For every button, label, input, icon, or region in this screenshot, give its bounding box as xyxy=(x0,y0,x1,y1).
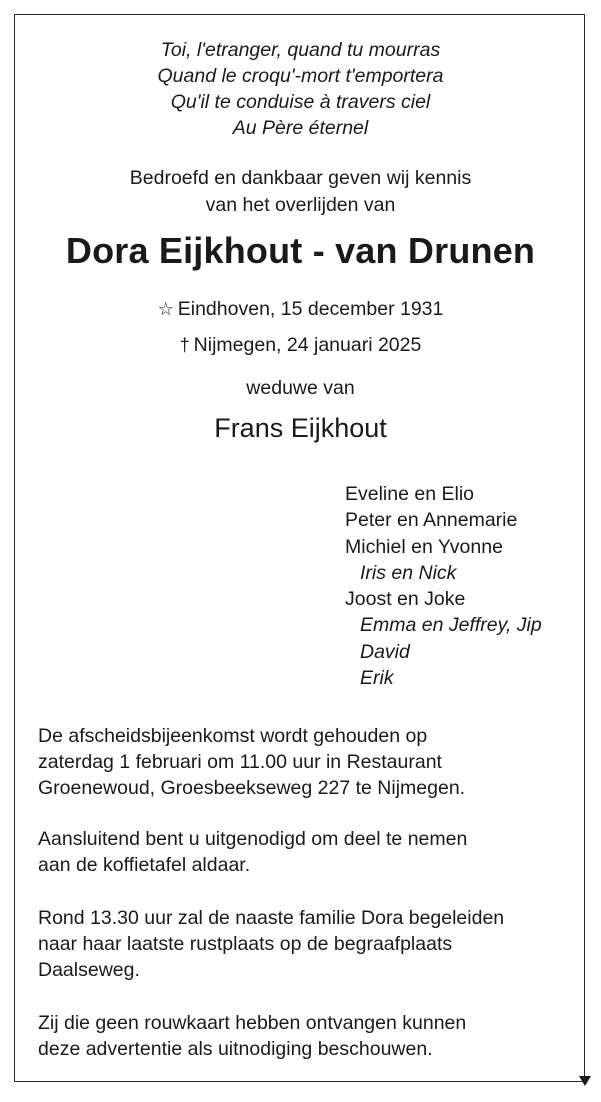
paragraph-line: naar haar laatste rustplaats op de begraafplaats xyxy=(38,933,453,955)
paragraph-line: Groenewoud, Groesbeekseweg 227 te Nijmegen. xyxy=(38,777,466,799)
husband-name: Frans Eijkhout xyxy=(214,413,387,443)
invitation-paragraph xyxy=(38,1010,578,1062)
scroll-down-arrow-icon[interactable] xyxy=(579,1076,591,1086)
poem-line: Toi, l'etranger, quand tu mourras xyxy=(160,39,441,61)
paragraph-line: Daalseweg. xyxy=(38,959,140,981)
grandchild-entry: Emma en Jeffrey, Jip xyxy=(360,614,542,637)
death-line xyxy=(0,327,601,363)
poem-line: Qu'il te conduise à travers ciel xyxy=(170,91,431,113)
ceremony-paragraph xyxy=(38,723,578,801)
star-icon: ☆ xyxy=(157,299,174,319)
family-member: Eveline en Elio xyxy=(345,483,474,505)
paragraph-line: Aansluitend bent u uitgenodigd om deel te nemen xyxy=(38,828,468,850)
family-member: Peter en Annemarie xyxy=(345,509,518,532)
paragraph-line: aan de koffietafel aldaar. xyxy=(38,854,251,876)
paragraph-line: deze advertentie als uitnodiging beschouwen. xyxy=(38,1038,433,1060)
coffee-paragraph xyxy=(38,826,578,878)
birth-text: Eindhoven, 15 december 1931 xyxy=(177,298,444,320)
family-member: Joost en Joke xyxy=(345,588,466,611)
death-text: Nijmegen, 24 januari 2025 xyxy=(193,334,422,356)
poem-line: Quand le croqu'-mort t'emportera xyxy=(157,65,444,87)
grandchild-entry: Iris en Nick xyxy=(360,561,457,584)
widow-of-label: weduwe van xyxy=(246,377,355,399)
cross-icon: † xyxy=(179,335,190,355)
intro-text xyxy=(0,165,601,219)
paragraph-line: zaterdag 1 februari om 11.00 uur in Restaurant xyxy=(38,751,442,773)
birth-line xyxy=(0,291,601,327)
deceased-name: Dora Eijkhout - van Drunen xyxy=(65,230,536,271)
grandchild-entry: David xyxy=(360,640,410,663)
grandchild-entry: Erik xyxy=(360,667,394,690)
life-dates xyxy=(0,291,601,363)
paragraph-line: Zij die geen rouwkaart hebben ontvangen kunnen xyxy=(38,1012,467,1034)
family-member: Michiel en Yvonne xyxy=(345,535,503,558)
paragraph-line: Rond 13.30 uur zal de naaste familie Dora begeleiden xyxy=(38,907,505,929)
intro-line: van het overlijden van xyxy=(205,194,396,216)
family-list xyxy=(345,481,542,691)
poem xyxy=(0,37,601,141)
poem-line: Au Père éternel xyxy=(232,117,369,139)
burial-paragraph xyxy=(38,905,578,983)
paragraph-line: De afscheidsbijeenkomst wordt gehouden op xyxy=(38,725,428,747)
intro-line: Bedroefd en dankbaar geven wij kennis xyxy=(129,167,472,189)
